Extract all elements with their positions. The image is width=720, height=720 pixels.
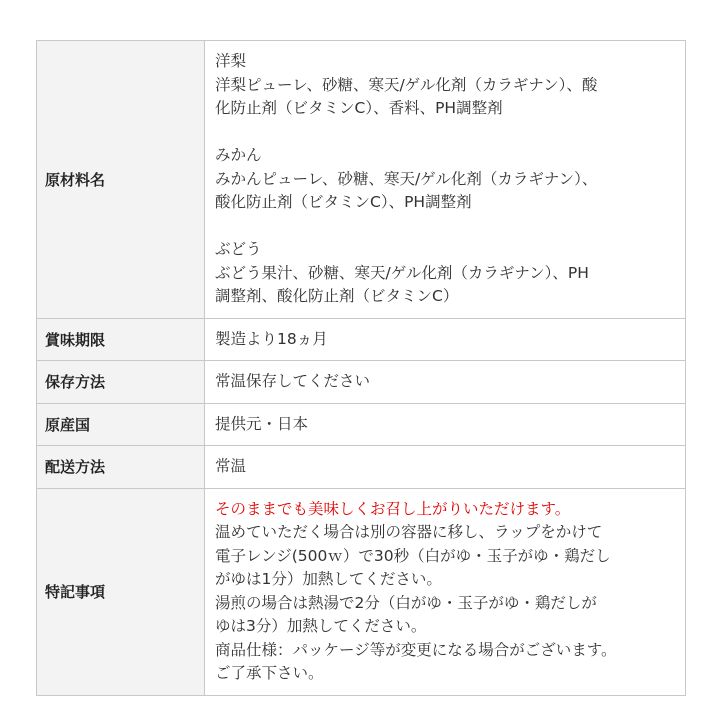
notes-line: 温めていただく場合は別の容器に移し、ラップをかけて (215, 523, 603, 541)
notes-label: 特記事項 (37, 488, 205, 695)
notes-line: 湯煎の場合は熱湯で2分（白がゆ・玉子がゆ・鶏だしが (215, 593, 597, 612)
notes-line: 電子レンジ(500ｗ）で30秒（白がゆ・玉子がゆ・鶏だし (215, 546, 611, 565)
notes-line: ゆは3分）加熱してください。 (215, 617, 427, 635)
storage-label: 保存方法 (37, 361, 205, 404)
ingredient-group-name: ぶどう (215, 240, 262, 258)
ingredients-value (205, 41, 686, 319)
notes-highlight: そのままでも美味しくお召し上がりいただけます。 (215, 499, 571, 518)
table-row (37, 361, 686, 404)
storage-value: 常温保存してください (205, 361, 686, 404)
ingredient-line: 調整剤、酸化防止剤（ビタミンC） (215, 287, 459, 305)
notes-line: ご了承下さい。 (215, 664, 324, 682)
ingredient-group-name: みかん (215, 146, 262, 164)
origin-value: 提供元・日本 (205, 403, 686, 446)
table-row (37, 446, 686, 489)
origin-label: 原産国 (37, 403, 205, 446)
ingredients-label: 原材料名 (37, 41, 205, 319)
ingredient-line: ぶどう果汁、砂糖、寒天/ゲル化剤（カラギナン）、PH (215, 263, 589, 282)
product-spec-table (36, 40, 686, 696)
delivery-label: 配送方法 (37, 446, 205, 489)
ingredient-line: 酸化防止剤（ビタミンC）、PH調整剤 (215, 193, 472, 211)
ingredient-group-name: 洋梨 (215, 52, 247, 70)
notes-value (205, 488, 686, 695)
delivery-value: 常温 (205, 446, 686, 489)
notes-line: 商品仕様：パッケージ等が変更になる場合がございます。 (215, 640, 617, 659)
notes-line: がゆは1分）加熱してください。 (215, 570, 442, 588)
best-before-label: 賞味期限 (37, 318, 205, 361)
table-row (37, 318, 686, 361)
ingredient-line: みかんピューレ、砂糖、寒天/ゲル化剤（カラギナン）、 (215, 169, 598, 188)
ingredient-line: 化防止剤（ビタミンC）、香料、PH調整剤 (215, 99, 503, 117)
best-before-value: 製造より18ヵ月 (205, 318, 686, 361)
table-row (37, 488, 686, 695)
ingredient-line: 洋梨ピューレ、砂糖、寒天/ゲル化剤（カラギナン）、酸 (215, 75, 598, 94)
table-row (37, 403, 686, 446)
table-row (37, 41, 686, 319)
